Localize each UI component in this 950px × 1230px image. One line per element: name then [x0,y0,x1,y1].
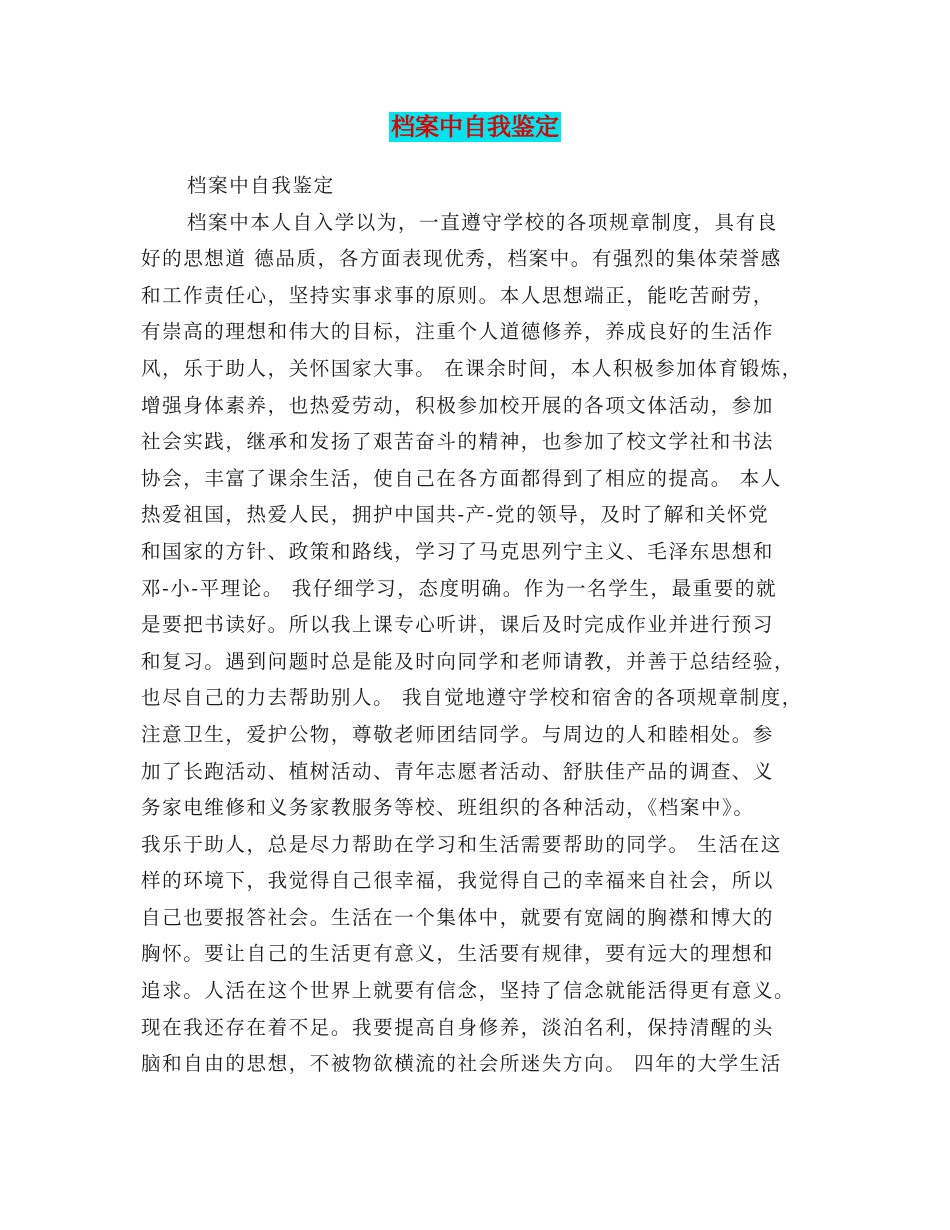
body-line: 自己也要报答社会。生活在一个集体中，就要有宽阔的胸襟和博大的 [141,905,775,929]
body-line: 档案中本人自入学以为，一直遵守学校的各项规章制度，具有良 [187,210,778,234]
body-line: 和国家的方针、政策和路线，学习了马克思列宁主义、毛泽东思想和 [141,539,775,563]
body-line: 好的思想道 德品质，各方面表现优秀，档案中。有强烈的集体荣誉感 [141,247,782,271]
body-line: 样的环境下，我觉得自己很幸福，我觉得自己的幸福来自社会，所以 [141,869,775,893]
body-line: 务家电维修和义务家教服务等校、班组织的各种活动，《档案中》。 [141,796,755,820]
body-line: 和复习。遇到问题时总是能及时向同学和老师请教，并善于总结经验， [141,649,796,673]
document-body [141,168,821,1083]
body-line: 热爱祖国，热爱人民，拥护中国共-产-党的领导，及时了解和关怀党 [141,503,770,527]
body-line: 有崇高的理想和伟大的目标，注重个人道德修养，养成良好的生活作 [141,320,775,344]
title-wrapper [0,112,950,142]
body-line: 增强身体素养，也热爱劳动，积极参加校开展的各项文体活动，参加 [141,393,775,417]
body-line: 社会实践，继承和发扬了艰苦奋斗的精神，也参加了校文学社和书法 [141,430,775,454]
document-title: 档案中自我鉴定 [391,113,559,141]
body-line: 也尽自己的力去帮助别人。 我自觉地遵守学校和宿舍的各项规章制度， [141,686,803,710]
body-line: 是要把书读好。所以我上课专心听讲，课后及时完成作业并进行预习 [141,613,775,637]
body-line: 胸怀。要让自己的生活更有意义，生活要有规律，要有远大的理想和 [141,942,775,966]
body-line: 现在我还存在着不足。我要提高自身修养，淡泊名利，保持清醒的头 [141,1015,775,1039]
body-line: 追求。人活在这个世界上就要有信念，坚持了信念就能活得更有意义。 [141,979,796,1003]
body-line: 风，乐于助人，关怀国家大事。 在课余时间，本人积极参加体育锻炼， [141,356,803,380]
body-line: 加了长跑活动、植树活动、青年志愿者活动、舒肤佳产品的调查、义 [141,759,775,783]
body-line: 我乐于助人，总是尽力帮助在学习和生活需要帮助的同学。 生活在这 [141,832,782,856]
body-line: 和工作责任心，坚持实事求事的原则。本人思想端正，能吃苦耐劳， [141,283,775,307]
body-line: 档案中自我鉴定 [187,174,335,197]
body-line: 协会，丰富了课余生活，使自己在各方面都得到了相应的提高。 本人 [141,466,782,490]
body-line: 注意卫生，爱护公物，尊敬老师团结同学。与周边的人和睦相处。参 [141,722,775,746]
body-line: 邓-小-平理论。 我仔细学习，态度明确。作为一名学生，最重要的就 [141,576,778,600]
body-line: 脑和自由的思想，不被物欲横流的社会所迷失方向。 四年的大学生活 [141,1052,782,1076]
